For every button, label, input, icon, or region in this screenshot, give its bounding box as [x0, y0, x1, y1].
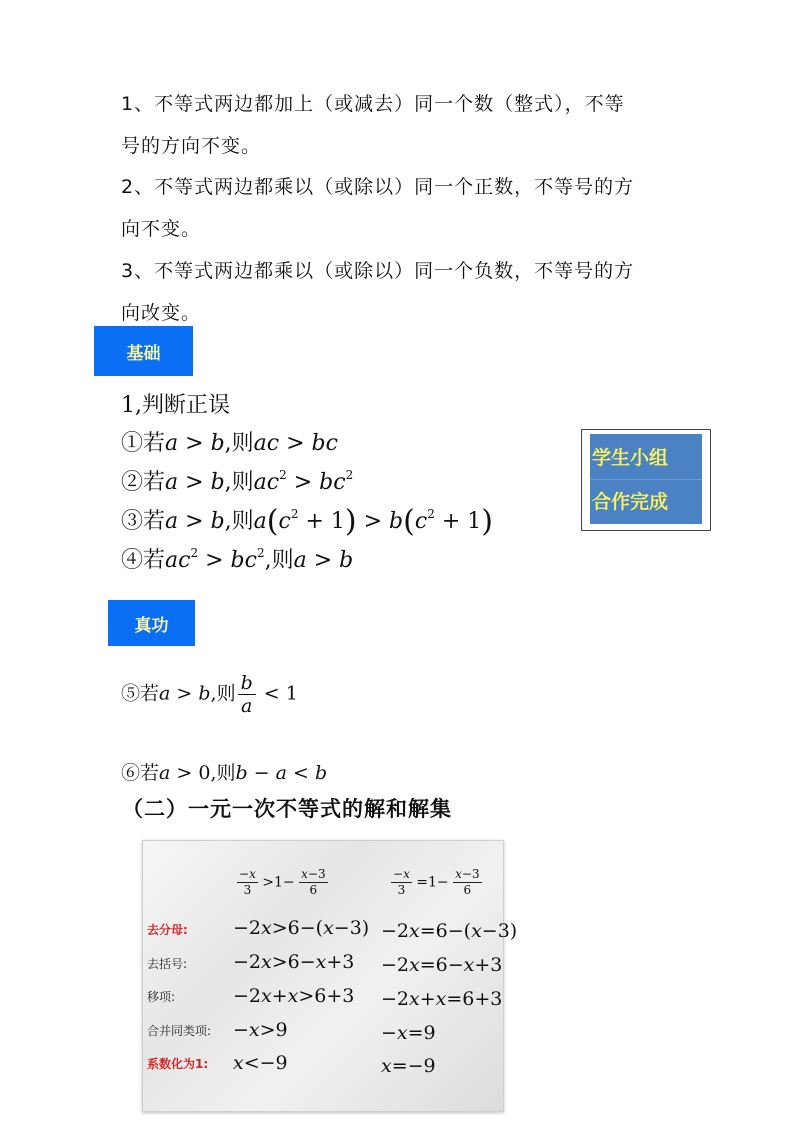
item-then: ,则 [210, 762, 236, 784]
item-marker: ① [121, 431, 144, 456]
group-work-box [581, 429, 711, 531]
question-item-2: ②若a > b,则$ac^2 > bc^2$ [121, 468, 354, 495]
original-equation: $\frac{-x}{3}$ =1− $\frac{x-3}{6}$ [393, 867, 480, 897]
item-then: ,则 [224, 470, 254, 495]
rule-1-line-2: 号的方向不变。 [121, 135, 262, 157]
section-heading: （二）一元一次不等式的解和解集 [122, 797, 452, 821]
rule-3-line-1: 3、不等式两边都乘以（或除以）同一个负数，不等号的方 [121, 260, 635, 282]
skill-badge-label: 真功 [134, 615, 169, 636]
step-label-combine-like-terms: 合并同类项: [147, 1024, 212, 1038]
step-1-inequality: −2x>6−(x−3) [233, 917, 370, 939]
item-if: 若 [143, 548, 166, 573]
item-marker: ② [121, 470, 144, 495]
step-3-equation: −2x+x=6+3 [381, 988, 503, 1010]
item-marker: ⑥ [121, 762, 141, 784]
group-work-line-1: 学生小组 [590, 436, 702, 480]
step-label-remove-denominator: 去分母: [147, 923, 188, 937]
step-4-inequality: −x>9 [233, 1019, 288, 1041]
item-then: ,则 [224, 509, 254, 534]
step-label-normalize-coefficient: 系数化为1: [147, 1057, 209, 1071]
item-then: ,则 [224, 431, 254, 456]
question-item-3: ③若a > b,则$a(c^2 + 1) > b(c^2 + 1)$ [121, 504, 493, 539]
item-then: ,则 [264, 548, 294, 573]
item-marker: ③ [121, 509, 144, 534]
step-2-inequality: −2x>6−x+3 [233, 951, 355, 973]
rule-2-line-2: 向不变。 [121, 218, 202, 240]
basic-badge [94, 326, 193, 376]
step-2-equation: −2x=6−x+3 [381, 954, 503, 976]
step-4-equation: −x=9 [381, 1022, 436, 1044]
skill-badge [108, 600, 195, 646]
question-item-4: ④若$ac^2 > bc^2$,则a > b [121, 546, 354, 573]
question-item-5: ⑤若a > b,则 $\frac{b}{a}$ < 1 [121, 672, 298, 717]
item-if: 若 [143, 470, 166, 495]
question-item-6: ⑥若a > 0,则b − a < b [121, 762, 328, 784]
item-if: 若 [140, 762, 160, 784]
step-5-inequality: x<−9 [233, 1052, 288, 1074]
solution-steps-panel [142, 840, 518, 1112]
item-if: 若 [143, 431, 166, 456]
rule-2-line-1: 2、不等式两边都乘以（或除以）同一个正数，不等号的方 [121, 176, 635, 198]
basic-badge-label: 基础 [126, 343, 161, 364]
item-marker: ⑤ [121, 682, 141, 705]
question-item-1: ①若a > b,则ac > bc [121, 431, 338, 456]
fraction-b-over-a: $\frac{b}{a}$ [238, 672, 256, 717]
group-work-line-2: 合作完成 [592, 491, 669, 513]
question-title: 1,判断正误 [121, 393, 230, 418]
step-5-equation: x=−9 [381, 1055, 436, 1077]
step-label-remove-brackets: 去括号: [147, 957, 188, 971]
item-marker: ④ [121, 548, 144, 573]
group-work-panel [590, 434, 702, 524]
item-if: 若 [143, 509, 166, 534]
step-label-transpose: 移项: [147, 990, 176, 1004]
item-if: 若 [140, 682, 160, 705]
step-1-equation: −2x=6−(x−3) [381, 920, 518, 942]
rule-1-line-1: 1、不等式两边都加上（或减去）同一个数（整式），不等 [121, 93, 625, 115]
step-3-inequality: −2x+x>6+3 [233, 985, 355, 1007]
item-then: ,则 [210, 682, 236, 705]
rule-3-line-2: 向改变。 [121, 302, 202, 324]
original-inequality: $\frac{-x}{3}$ >1− $\frac{x-3}{6}$ [239, 867, 326, 897]
